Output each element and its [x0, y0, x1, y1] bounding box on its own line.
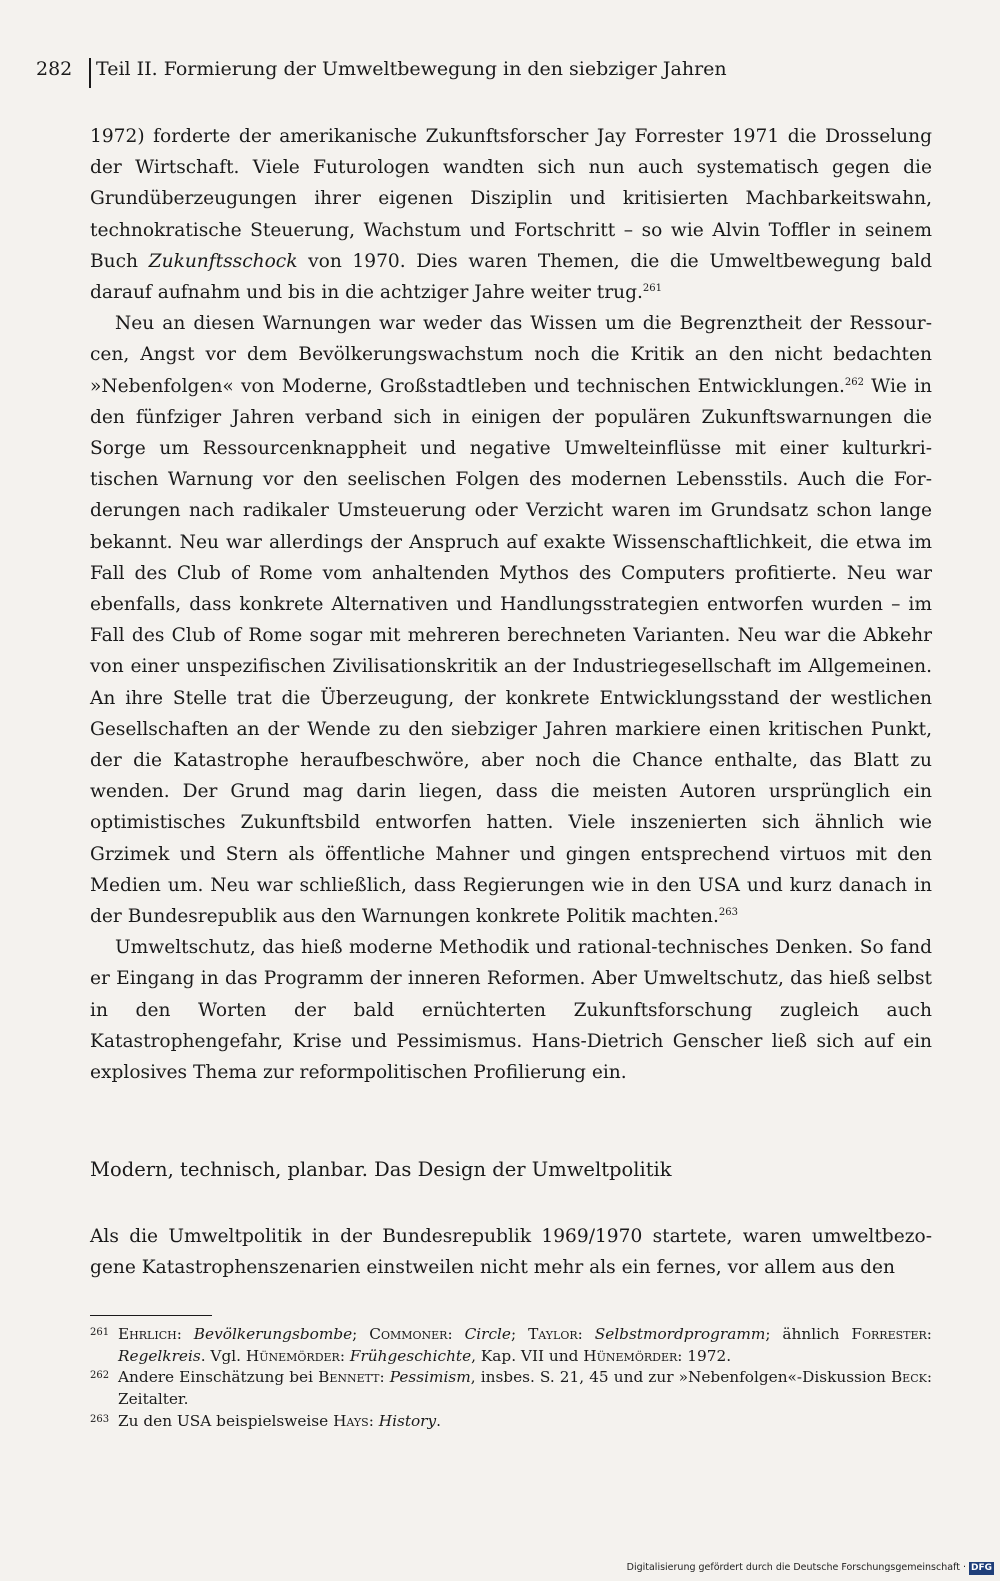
footnote-author: Taylor: — [528, 1325, 583, 1343]
footnote-title: Frühgeschichte — [349, 1346, 472, 1365]
footnote-text: Zeitalter. — [118, 1390, 189, 1409]
footnote-ref-262[interactable]: 262 — [844, 376, 864, 388]
section-heading: Modern, technisch, planbar. Das Design der Umweltpolitik — [90, 1158, 672, 1181]
footnote-sep: ; — [352, 1325, 370, 1343]
footnote-sep: . Vgl. — [200, 1346, 246, 1365]
digitization-credit — [627, 1562, 994, 1578]
footnote-ref-261[interactable]: 261 — [642, 282, 663, 294]
footnote-author: Beck: — [890, 1368, 932, 1387]
footnote-261 — [90, 1324, 932, 1367]
footnote-263 — [90, 1411, 932, 1433]
book-title-zukunftsschock: Zukunftsschock — [148, 250, 298, 272]
section-paragraph-1: Als die Umweltpolitik in der Bundesrepublik 1969/1970 startete, waren umweltbezogene Katastrophenszenarien einstweilen nicht mehr als ein fernes, vor allem aus den — [90, 1226, 932, 1279]
footnote-number: 261 — [90, 1327, 110, 1338]
header-divider — [89, 58, 91, 88]
footnote-author: Hays: — [333, 1411, 374, 1430]
paragraph-2-text: Neu an diesen Warnungen war weder das Wissen um die Begrenztheit der Ressourcen, Angst vor dem Bevölkerungswachstum noch die Kritik an den nicht bedachten »Nebenfolgen« von Moderne, Großstadtleben und technischen Entwicklungen. — [90, 313, 932, 397]
credit-text: Digitalisierung gefördert durch die Deutsche Forschungsgemeinschaft · — [626, 1562, 966, 1573]
footnote-title: Pessimism — [389, 1368, 471, 1387]
footnote-text: . — [436, 1411, 442, 1430]
footnote-sep: ; ähnlich — [765, 1325, 852, 1343]
footnote-title: Regelkreis — [118, 1346, 201, 1365]
footnote-author: Ehrlich: — [118, 1325, 182, 1343]
footnote-sep: 1972. — [682, 1346, 732, 1365]
footnote-text: Zu den USA beispielsweise — [118, 1411, 334, 1430]
dfg-logo-icon: DFG — [970, 1563, 992, 1573]
footnote-title: Circle — [464, 1325, 511, 1343]
paragraph-3: Umweltschutz, das hieß moderne Methodik und rational-technisches Denken. So fand er Eingang in das Programm der inneren Reformen. Aber Umweltschutz, das hieß selbst in den Worten der bald ernüchterten Zukunftsforschung zugleich auch Katastrophengefahr, Krise und Pessimismus. Hans-Dietrich Genscher ließ sich auf ein explosives Thema zur reformpolitischen Profilierung ein. — [90, 937, 932, 1084]
page-number: 282 — [36, 58, 73, 80]
footnote-title: Selbstmordprogramm — [594, 1325, 766, 1343]
footnote-author: Hünemörder: — [245, 1346, 345, 1365]
footnote-number: 263 — [90, 1413, 110, 1425]
footnote-262 — [90, 1367, 932, 1410]
footnote-author: Hünemörder: — [583, 1346, 683, 1365]
paragraph-2-text-cont: Wie in den fünfziger Jahren verband sich in einigen der populären Zukunftswarnungen die Sorge um Ressourcenknappheit und negative Umwelteinflüsse mit einer kulturkritischen Warnung vor den seelischen Folgen des modernen Lebensstils. Auch die Forderungen nach radikaler Umsteuerung oder Verzicht waren im Grundsatz schon lange bekannt. Neu war allerdings der Anspruch auf exakte Wissenschaftlichkeit, die etwa im Fall des Club of Rome vom anhaltenden Mythos des Computers profitierte. Neu war ebenfalls, dass konkrete Alternativen und Handlungsstrategien entworfen wurden – im Fall des Club of Rome sogar mit mehreren berechneten Varianten. Neu war die Abkehr von einer unspezifischen Zivilisationskritik an der Industriegesellschaft im Allgemeinen. An ihre Stelle trat die Überzeugung, der konkrete Entwicklungsstand der westlichen Gesellschaften an der Wende zu den siebziger Jahren markiere einen kritischen Punkt, der die Katastrophe heraufbeschwöre, aber noch die Chance enthalte, das Blatt zu wenden. Der Grund mag darin liegen, dass die meisten Autoren ursprünglich ein optimistisches Zukunftsbild entworfen hatten. Viele inszenierten sich ähnlich wie Grzimek und Stern als öffentliche Mahner und gingen entsprechend virtuos mit den Medien um. Neu war schließlich, dass Regierungen wie in den USA und kurz danach in der Bundesrepublik aus den Warnungen konkrete Politik machten. — [90, 375, 933, 928]
footnote-number: 262 — [90, 1370, 110, 1382]
footnote-ref-263[interactable]: 263 — [718, 906, 738, 918]
running-title: Teil II. Formierung der Umweltbewegung in den siebziger Jahren — [96, 58, 727, 80]
paragraph-2 — [90, 308, 932, 932]
footnote-text: , insbes. S. 21, 45 und zur »Nebenfolgen«-Diskussion — [470, 1368, 891, 1387]
section-text — [90, 1221, 932, 1283]
footnotes — [90, 1324, 932, 1433]
footnote-author: Forrester: — [851, 1325, 932, 1343]
main-text — [90, 121, 932, 1088]
paragraph-1 — [90, 121, 932, 308]
footnote-author: Bennett: — [318, 1368, 385, 1387]
footnote-title: Bevölkerungsbombe — [193, 1325, 353, 1343]
footnote-sep: ; — [510, 1325, 529, 1343]
running-header — [36, 56, 936, 92]
paragraph-1-text-cont: von 1970. Dies waren Themen, die die Umweltbewegung bald darauf aufnahm und bis in die achtziger Jahre weiter trug. — [90, 250, 932, 304]
footnote-title: History — [378, 1411, 437, 1430]
footnote-divider — [90, 1315, 212, 1316]
paragraph-1-text: 1972) forderte der amerikanische Zukunftsforscher Jay Forrester 1971 die Drosselung der Wirtschaft. Viele Futurologen wandten sich nun auch systematisch gegen die Grundüberzeugungen ihrer eigenen Disziplin und kritisierten Machbarkeitswahn, technokratische Steuerung, Wachstum und Fortschritt – so wie Alvin Toffler in seinem Buch — [90, 126, 932, 272]
footnote-author: Commoner: — [369, 1325, 453, 1343]
footnote-sep: , Kap. VII und — [471, 1346, 584, 1365]
footnote-text: Andere Einschätzung bei — [118, 1368, 319, 1387]
